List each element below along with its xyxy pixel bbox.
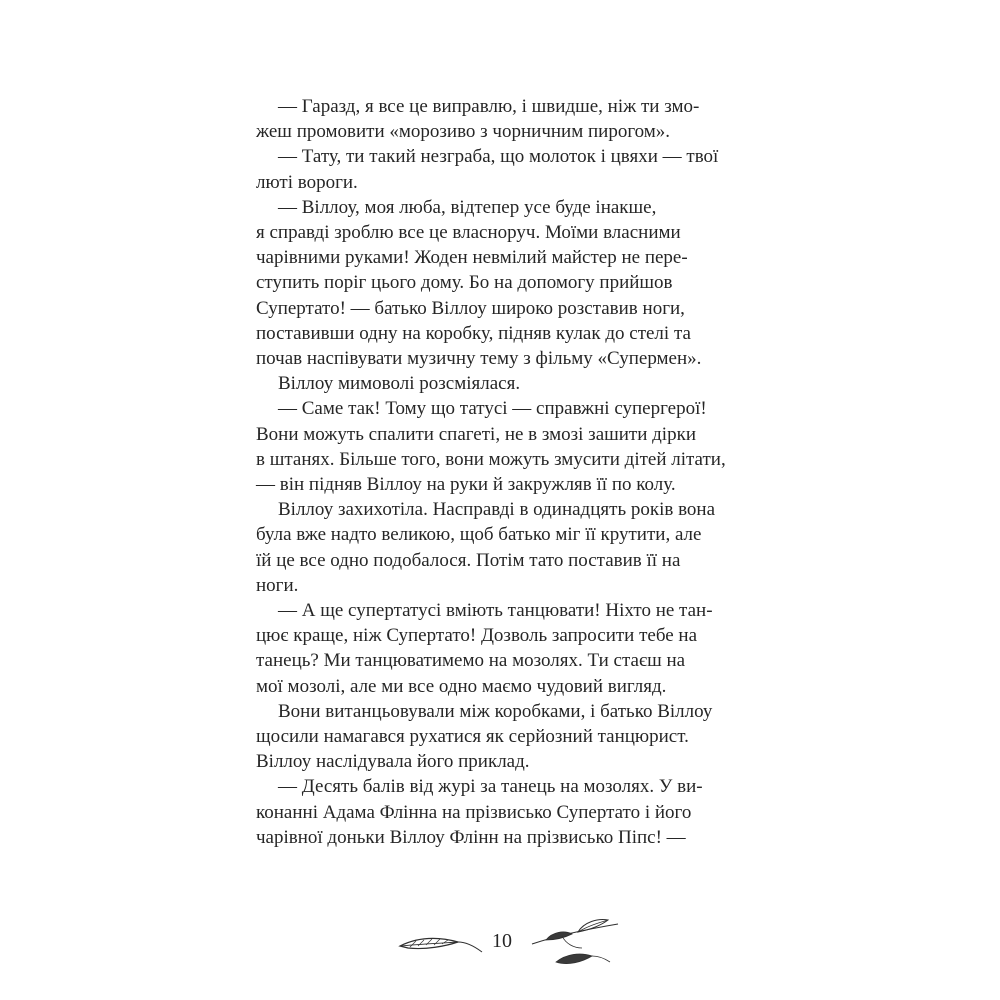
text-line: почав наспівувати музичну тему з фільму «Супермен». [256,348,702,369]
text-line: Супертато! — батько Віллоу широко розставив ноги, [256,297,685,319]
text-line: — Десять балів від журі за танець на мозолях. У ви- [278,776,703,798]
text-line: Віллоу захихотіла. Насправді в одинадцять років вона [278,499,716,521]
text-line: люті вороги. [256,171,358,193]
text-line: ступить поріг цього дому. Бо на допомогу прийшов [256,272,673,294]
text-line: була вже надто великою, щоб батько міг її крутити, але [256,524,702,546]
text-line: конанні Адама Флінна на прізвисько Супертато і його [256,801,692,823]
text-line: чарівними руками! Жоден невмілий майстер не пере- [256,247,688,269]
text-line: щосили намагався рухатися як серйозний танцюрист. [256,726,689,747]
page-number: 10 [492,930,512,952]
text-line: мої мозолі, але ми все одно маємо чудовий вигляд. [256,675,667,697]
text-line: — Гаразд, я все це виправлю, і швидше, ніж ти змо- [278,96,700,117]
text-line: я справді зроблю все це власноруч. Моїми власними [256,222,681,243]
text-line: Віллоу мимоволі розсміялася. [278,373,521,395]
text-line: — Саме так! Тому що татусі — справжні супергерої! [278,398,707,420]
text-line: жеш промовити «морозиво з чорничним пирогом». [256,121,671,143]
page-footer [256,914,748,984]
text-line: їй це все одно подобалося. Потім тато поставив її на [256,549,681,571]
text-line: чарівної доньки Віллоу Флінн на прізвисько Піпс! — [256,826,686,848]
text-line: Вони можуть спалити спагеті, не в змозі зашити дірки [256,423,696,445]
text-line: — Віллоу, моя люба, відтепер усе буде інакше, [278,196,657,218]
book-page [256,94,748,974]
text-line: Віллоу наслідувала його приклад. [256,751,530,773]
text-line: цює краще, ніж Супертато! Дозволь запросити тебе на [256,625,698,647]
feather-ornament-icon [396,928,486,958]
text-line: в штанях. Більше того, вони можуть змусити дітей літати, [256,448,726,470]
text-line: Вони витанцьовували між коробками, і батько Віллоу [278,700,713,722]
text-line: — Тату, ти такий незграба, що молоток і цвяхи — твої [278,146,719,168]
text-line: — він підняв Віллоу на руки й закружляв її по колу. [256,474,676,495]
text-line: поставивши одну на коробку, підняв кулак до стелі та [256,322,691,344]
text-line: — А ще супертатусі вміють танцювати! Ніхто не тан- [278,600,713,621]
text-line: танець? Ми танцюватимемо на мозолях. Ти стаєш на [256,650,686,672]
leaf-sprig-ornament-icon [526,914,636,978]
text-line: ноги. [256,574,299,596]
